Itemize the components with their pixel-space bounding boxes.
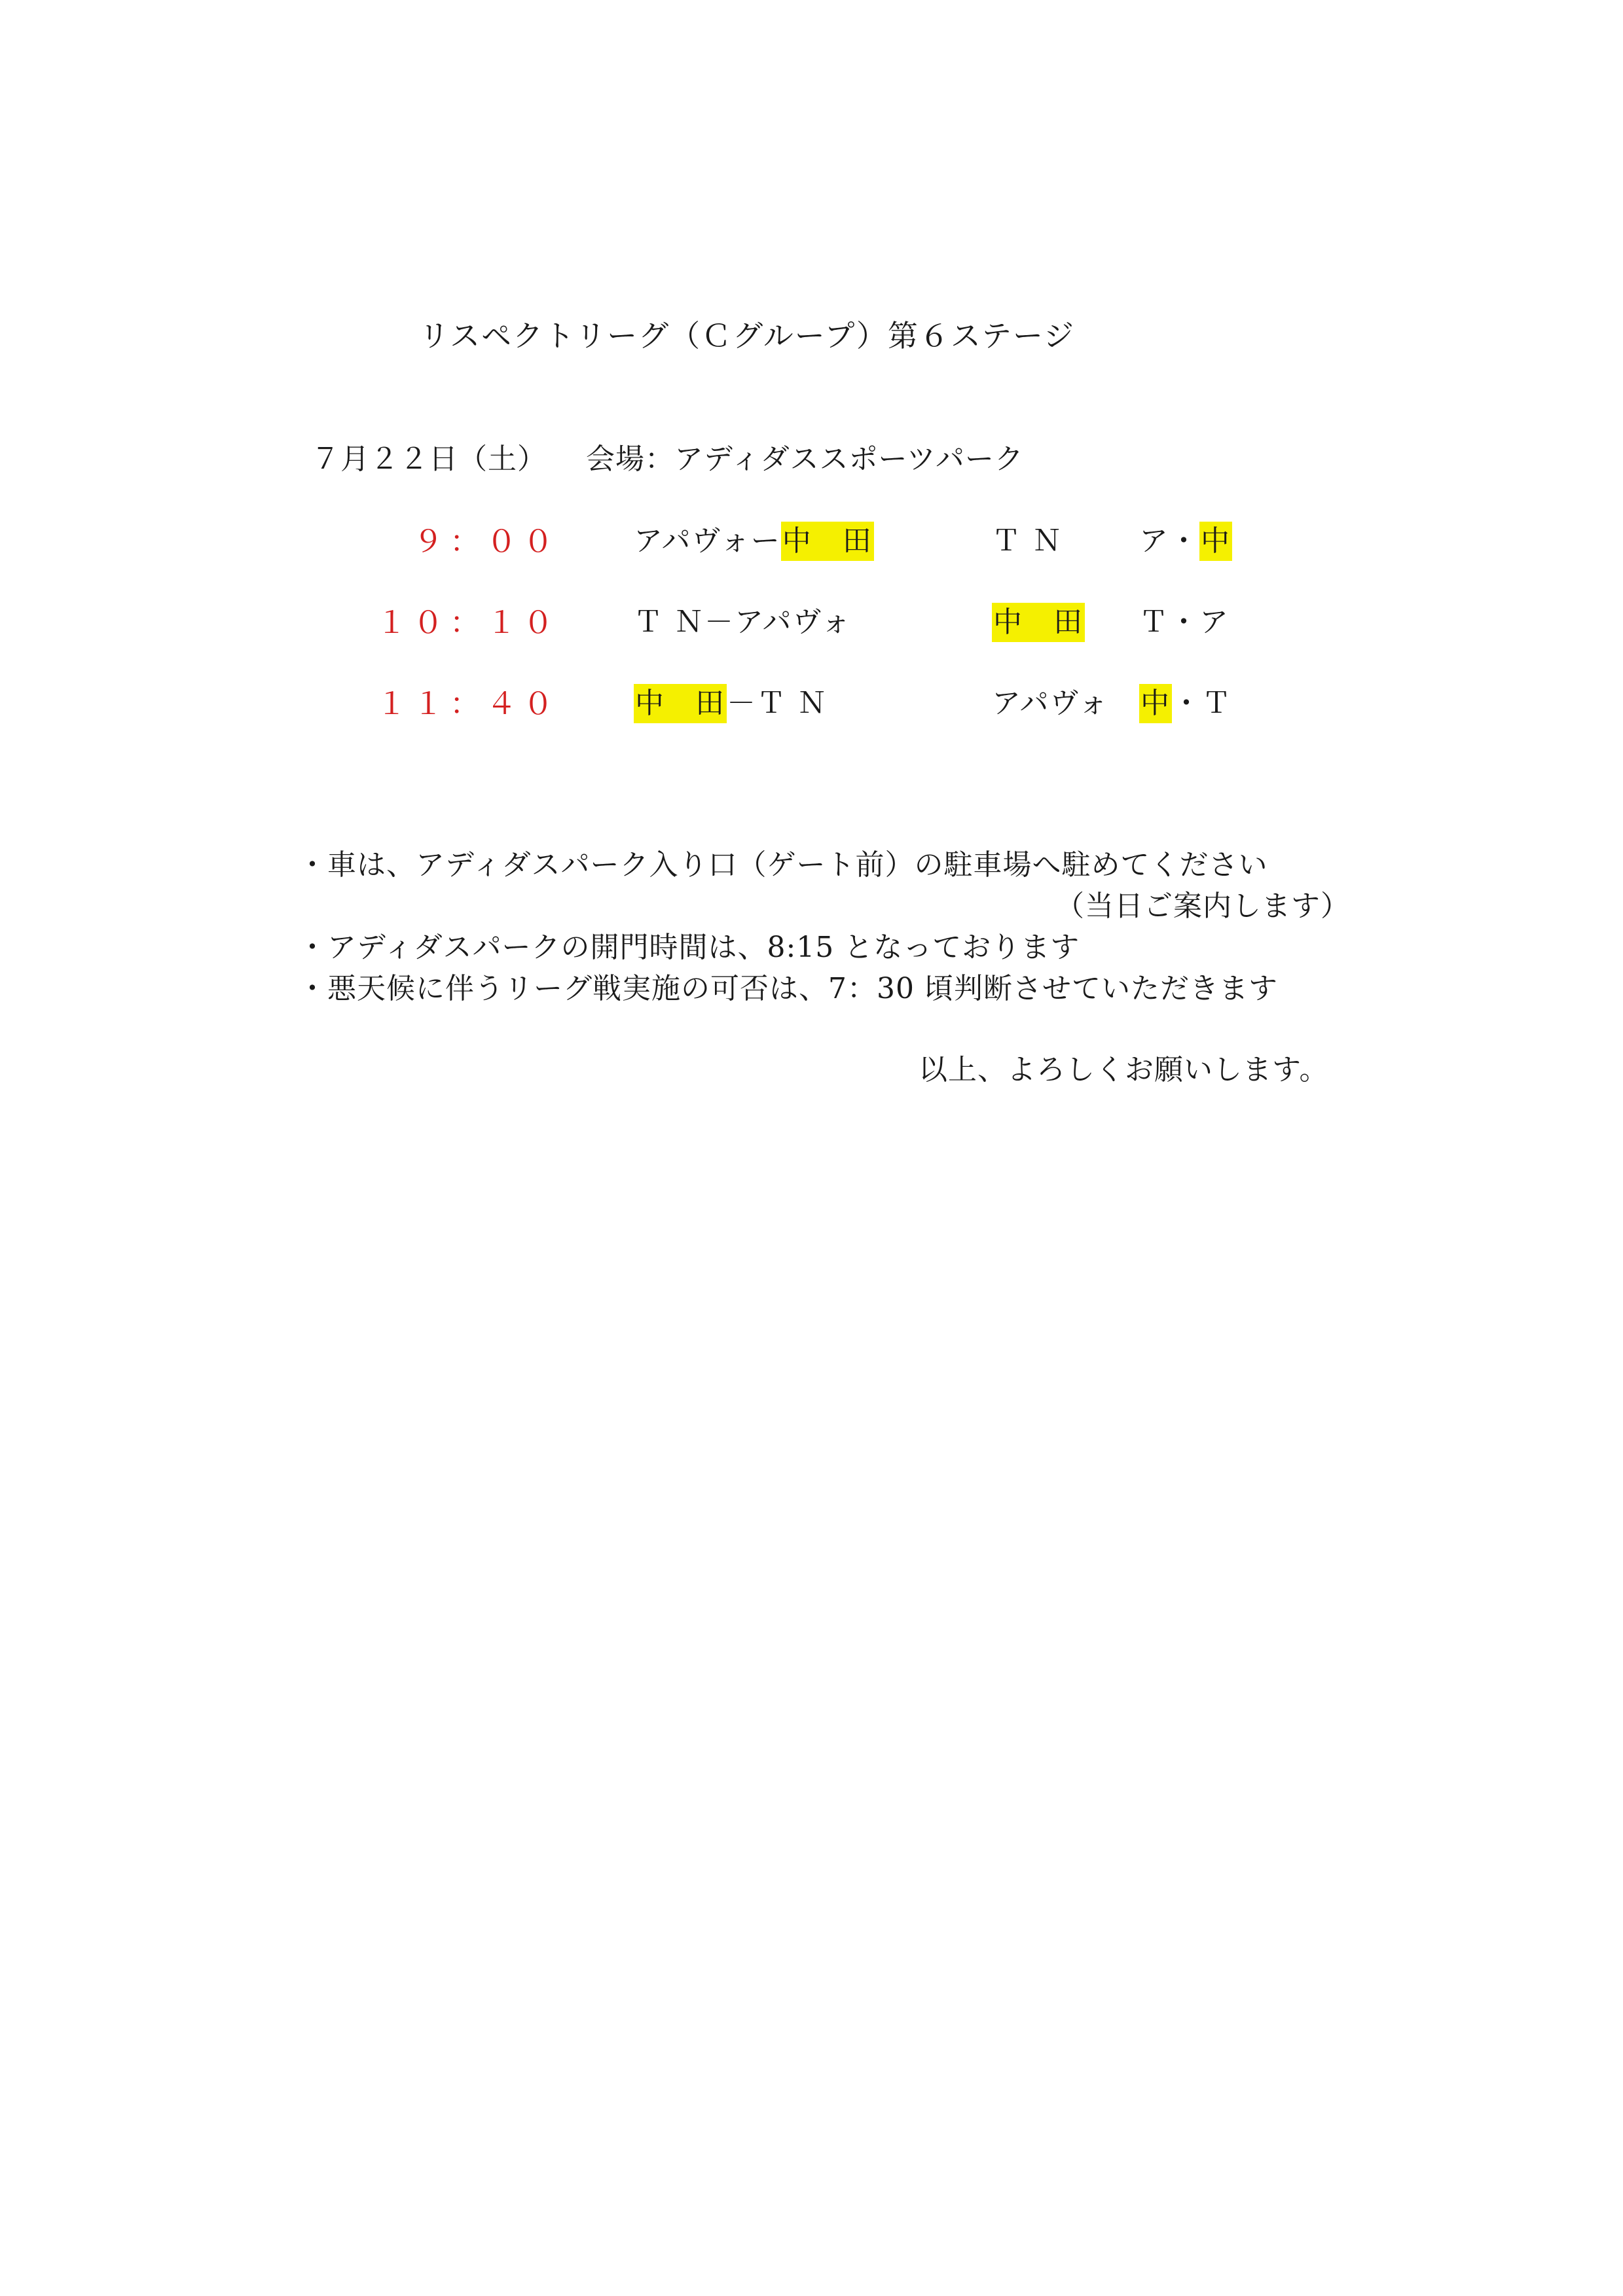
schedule-match: Ｔ Ｎ－アパヴォ xyxy=(634,605,852,639)
schedule-match xyxy=(634,522,874,561)
event-date: ７月２２日（土） xyxy=(311,442,547,476)
match-team-highlight: 中 田 xyxy=(634,684,727,723)
closing-remark: 以上、よろしくお願いします。 xyxy=(919,1053,1329,1086)
referee-highlight: 中 xyxy=(1139,684,1172,723)
schedule-time: １０：１０ xyxy=(376,605,560,640)
side-team-highlight: 中 田 xyxy=(992,603,1085,642)
referee-text: ア・ xyxy=(1139,524,1199,558)
document-title: リスペクトリーグ（Ｃグループ）第６ステージ xyxy=(419,318,1076,353)
note-parking-continued: （当日ご案内します） xyxy=(1055,889,1350,923)
schedule-side-team: Ｔ Ｎ xyxy=(992,524,1063,558)
note-gate-open: ・アディダスパークの開門時間は、8:15 となっております xyxy=(298,931,1080,964)
schedule-side-team xyxy=(992,603,1085,642)
referee-highlight: 中 xyxy=(1199,522,1232,561)
schedule-referee xyxy=(1139,522,1232,561)
schedule-time: １１：４０ xyxy=(376,686,560,721)
schedule-side-team: アパヴォ xyxy=(992,687,1109,720)
match-team-highlight: 中 田 xyxy=(781,522,874,561)
schedule-time: ９：００ xyxy=(413,524,560,559)
date-venue-line xyxy=(311,440,1024,479)
schedule-referee xyxy=(1139,684,1232,723)
schedule-referee: Ｔ・ア xyxy=(1139,605,1230,639)
match-team-b: －Ｔ Ｎ xyxy=(727,687,828,720)
referee-text: ・Ｔ xyxy=(1172,687,1232,720)
schedule-match xyxy=(634,684,828,723)
note-weather: ・悪天候に伴うリーグ戦実施の可否は、7：30 頃判断させていただきます xyxy=(298,972,1278,1005)
match-team-a: アパヴォー xyxy=(634,524,781,558)
event-venue: 会場：アディダススポーツパーク xyxy=(586,442,1024,476)
note-parking: ・車は、アディダスパーク入り口（ゲート前）の駐車場へ駐めてください xyxy=(298,848,1268,882)
